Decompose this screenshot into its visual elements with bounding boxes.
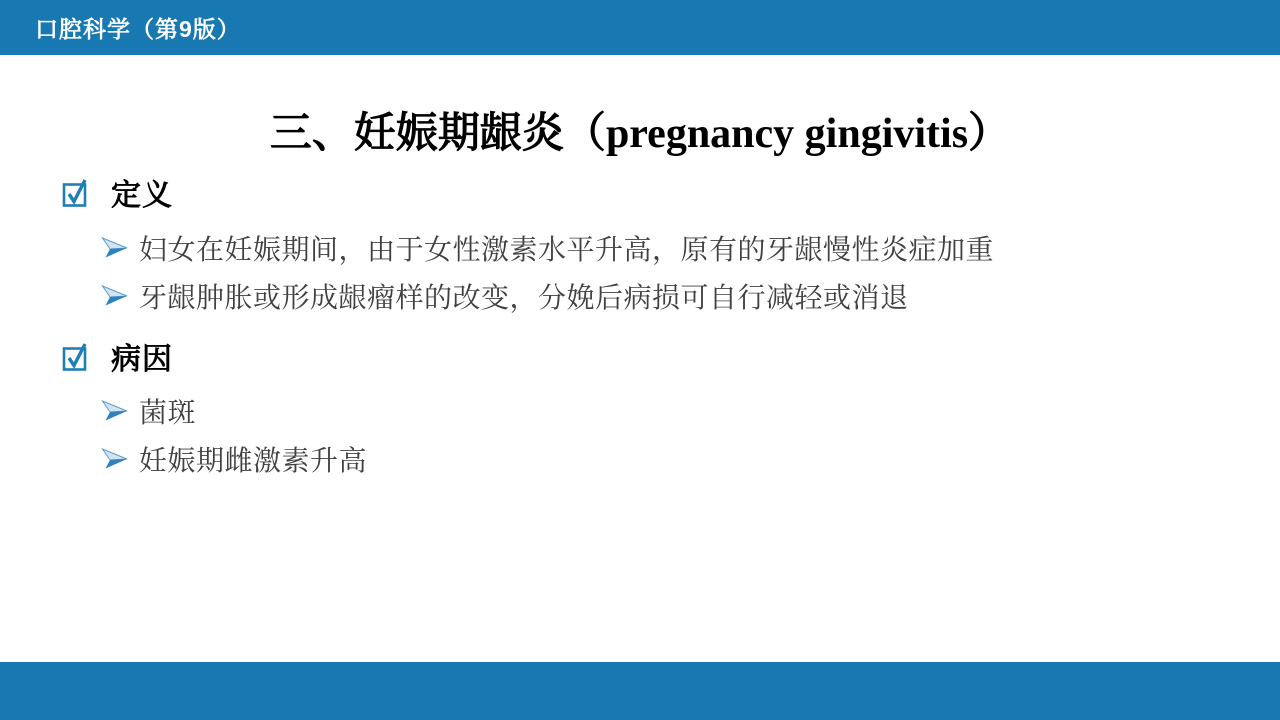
slide-title	[0, 103, 1280, 164]
section-label: 定义	[111, 179, 173, 212]
arrow-bullet-icon	[101, 400, 129, 422]
slide-title-en: pregnancy gingivitis	[605, 111, 969, 157]
arrow-bullet-icon	[101, 237, 129, 259]
bullet-item	[101, 278, 909, 314]
bullet-text: 牙龈肿胀或形成龈瘤样的改变，分娩后病损可自行减轻或消退	[139, 282, 909, 313]
checkbox-icon	[62, 177, 89, 208]
arrow-bullet-icon	[101, 285, 129, 307]
footer-bar	[0, 662, 1280, 720]
slide-title-zh: 三、妊娠期龈炎（	[269, 109, 606, 156]
bullet-item	[101, 230, 994, 266]
slide-title-close-paren: ）	[968, 109, 1011, 156]
bullet-item	[101, 393, 196, 429]
bullet-text: 妊娠期雌激素升高	[139, 445, 368, 476]
bullet-item	[101, 441, 367, 477]
bullet-text: 妇女在妊娠期间，由于女性激素水平升高，原有的牙龈慢性炎症加重	[139, 234, 995, 265]
section-label: 病因	[111, 343, 173, 376]
section-heading-definition	[62, 174, 173, 210]
header-bar	[0, 0, 1280, 55]
section-heading-etiology	[62, 338, 173, 374]
checkbox-icon	[62, 341, 89, 372]
arrow-bullet-icon	[101, 448, 129, 470]
book-title: 口腔科学（第9版）	[35, 16, 241, 42]
bullet-text: 菌斑	[139, 397, 197, 428]
